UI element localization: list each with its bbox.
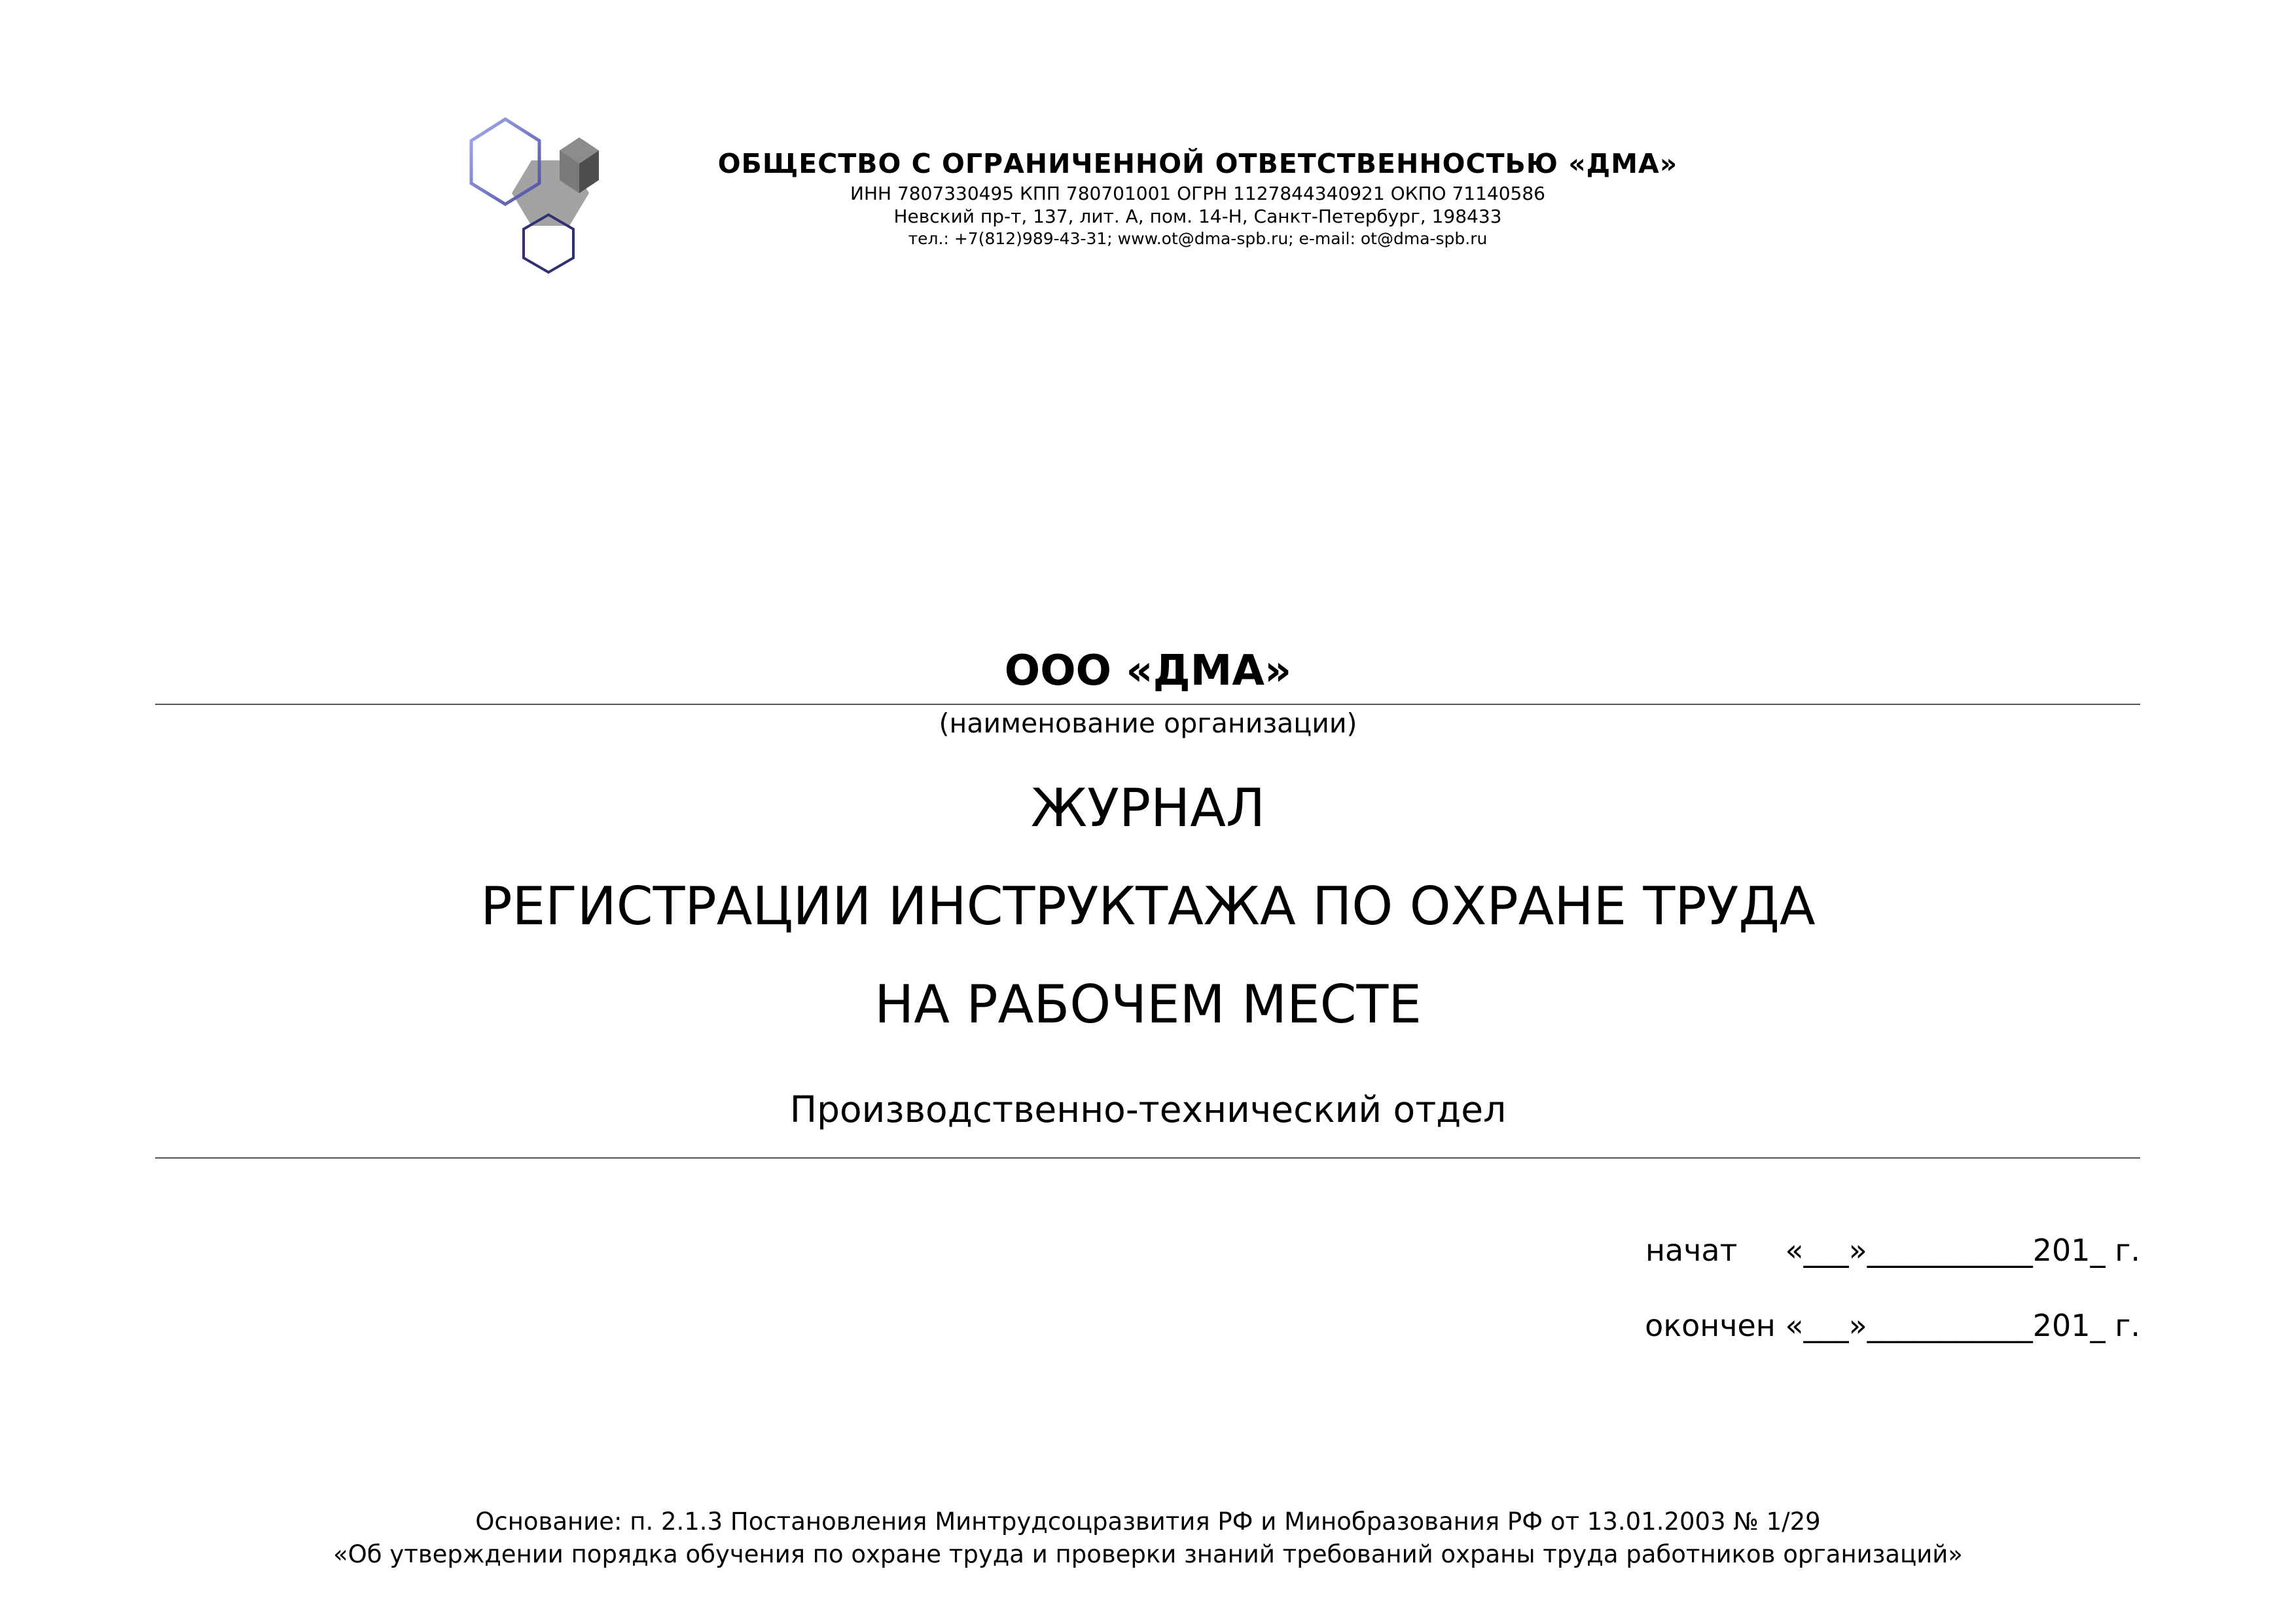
end-date-field: окончен «___»___________201_ г. bbox=[1645, 1308, 2140, 1343]
journal-title-line3: НА РАБОЧЕМ МЕСТЕ bbox=[874, 974, 1422, 1035]
company-contacts: тел.: +7(812)989-43-31; www.ot@dma-spb.ru; e-mail: ot@dma-spb.ru bbox=[908, 229, 1488, 248]
hexagon-cubes-logo-icon bbox=[458, 111, 635, 288]
company-full-name: ОБЩЕСТВО С ОГРАНИЧЕННОЙ ОТВЕТСТВЕННОСТЬЮ «ДМА» bbox=[717, 148, 1678, 179]
company-address: Невский пр-т, 137, лит. А, пом. 14-Н, Санкт-Петербург, 198433 bbox=[893, 206, 1502, 227]
footer-line1: Основание: п. 2.1.3 Постановления Минтрудсоцразвития РФ и Минобразования РФ от 13.01.2003 № 1/29 bbox=[475, 1507, 1821, 1536]
footer-line2: «Об утверждении порядка обучения по охране труда и проверки знаний требований охраны труда работников организаций» bbox=[333, 1540, 1963, 1568]
divider-bottom bbox=[155, 1157, 2140, 1159]
company-requisites: ИНН 7807330495 КПП 780701001 ОГРН 1127844340921 ОКПО 71140586 bbox=[850, 183, 1545, 204]
department-name: Производственно-технический отдел bbox=[789, 1089, 1507, 1130]
legal-basis-footer bbox=[0, 1506, 2296, 1571]
organization-caption: (наименование организации) bbox=[939, 708, 1357, 739]
company-header bbox=[694, 145, 1702, 249]
divider-top bbox=[155, 704, 2140, 705]
journal-title-line1: ЖУРНАЛ bbox=[1030, 778, 1266, 839]
company-logo bbox=[458, 111, 635, 288]
journal-title-line2: РЕГИСТРАЦИИ ИНСТРУКТАЖА ПО ОХРАНЕ ТРУДА bbox=[480, 876, 1816, 937]
organization-name: ООО «ДМА» bbox=[1004, 647, 1292, 695]
start-date-field: начат «___»___________201_ г. bbox=[1645, 1233, 2140, 1268]
